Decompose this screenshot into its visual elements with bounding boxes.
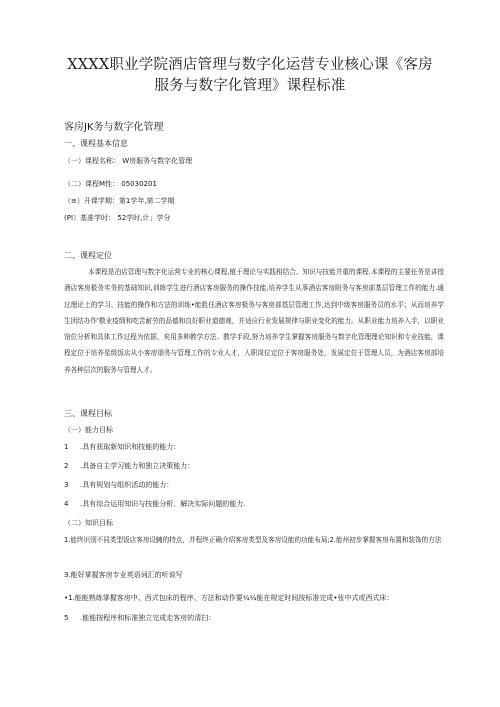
ability-goal-item bbox=[64, 442, 180, 452]
ability-goals-heading: （一）能力目标 bbox=[64, 426, 113, 434]
ability-goal-item bbox=[64, 461, 194, 471]
knowledge-goal-3: 3.能好掌握客房专业英语词汇的听说写 bbox=[64, 571, 183, 579]
section-3-heading: 三、课程目标 bbox=[64, 409, 112, 418]
ability-goal-number: 1 bbox=[64, 443, 69, 451]
knowledge-goal-4: •1.能能熟练掌握客房中、西式包床的程序、方法和动作要¼¼能在规定时间按标准完成•张中式或西式床： bbox=[64, 594, 394, 602]
ability-goal-text: .具有规划与组织活动的能力： bbox=[80, 481, 174, 489]
course-heading: 客房JK务与数字化管理 bbox=[64, 122, 164, 133]
section-2-heading: 二、课程定位 bbox=[64, 251, 112, 260]
ability-goal-number: 4 bbox=[64, 500, 69, 508]
section-1-heading: 一、课程基本信息 bbox=[64, 139, 128, 148]
info-course-code: （二）课程M性： 05030201 bbox=[64, 180, 157, 188]
ability-goal-number: 3 bbox=[64, 481, 69, 489]
ability-goal-number: 2 bbox=[64, 462, 69, 470]
knowledge-goals-heading: （二）知识目标 bbox=[64, 519, 113, 527]
info-semester: （≡）开课学期：第1学年,第二学期 bbox=[64, 197, 175, 205]
info-hours: (PI）基准学时： 52学时,计」学分 bbox=[64, 214, 171, 222]
knowledge-goal-text: .能能按程序和标准独立完成走客房的清扫： bbox=[80, 614, 216, 622]
ability-goal-text: .具有综合运用知识与技能分析、解决实际问题的能力. bbox=[80, 500, 246, 508]
ability-goal-item bbox=[64, 480, 173, 490]
info-course-name: （一）课程名称： W房服务与数字化管理 bbox=[64, 157, 193, 165]
ability-goal-text: .具有获取新知识和技能的能力： bbox=[80, 443, 181, 451]
knowledge-goal-1-2: 1.能终识别不同类型饭店客房设臃的特点，并程终正确介绍客房类型及客房设能的功能布局;2.能州初步掌握客房布置和装饰的方法 bbox=[64, 536, 442, 544]
ability-goal-item bbox=[64, 499, 245, 509]
document-title: XXXX职业学院酒店管理与数字化运营专业核心课《客房服务与数字化管理》课程标准 bbox=[67, 57, 433, 94]
knowledge-goal-5 bbox=[64, 613, 215, 623]
course-positioning-paragraph: 本课程是泊店管理与数字化运营专业的核心课程,植于理论与实践相结合、知识与技能并重的课程.本课程的主要任务是讲授酒店客房极务实务的基础知识,训练学生进行酒店客房服务的操作技能,培养学生从事酒店客房附务与客房部基层管理工作的能力.通过理论上的学习、技能的操作和方法的训练•能胜任酒店客房极务与客房部基层管理工作,达到中级客房服务员的水平；从而培养学生团结办作'敬业疫纲和吃苦耐劳的品德和良好职业道德观，并适应行业发展规律与职业变化的能力。从职业能力培养入手，以职业馆位分析和具体工作过程为依据，矣用多种教学方法、教学手段,努力培养学生掌握客房服务与数字化管理理论知识和专业技能，课程定位于培养星级饭店从小客房朋务与管理工作的专业人才，入职岗位定位于客房服务处，发展定位于管理人员，为酒店客房部培养各种层次的服务与管理人才。 bbox=[64, 268, 444, 374]
ability-goal-text: .具备自主学习能力和独立决策能力： bbox=[80, 462, 195, 470]
knowledge-goal-number: 5 bbox=[64, 614, 69, 622]
